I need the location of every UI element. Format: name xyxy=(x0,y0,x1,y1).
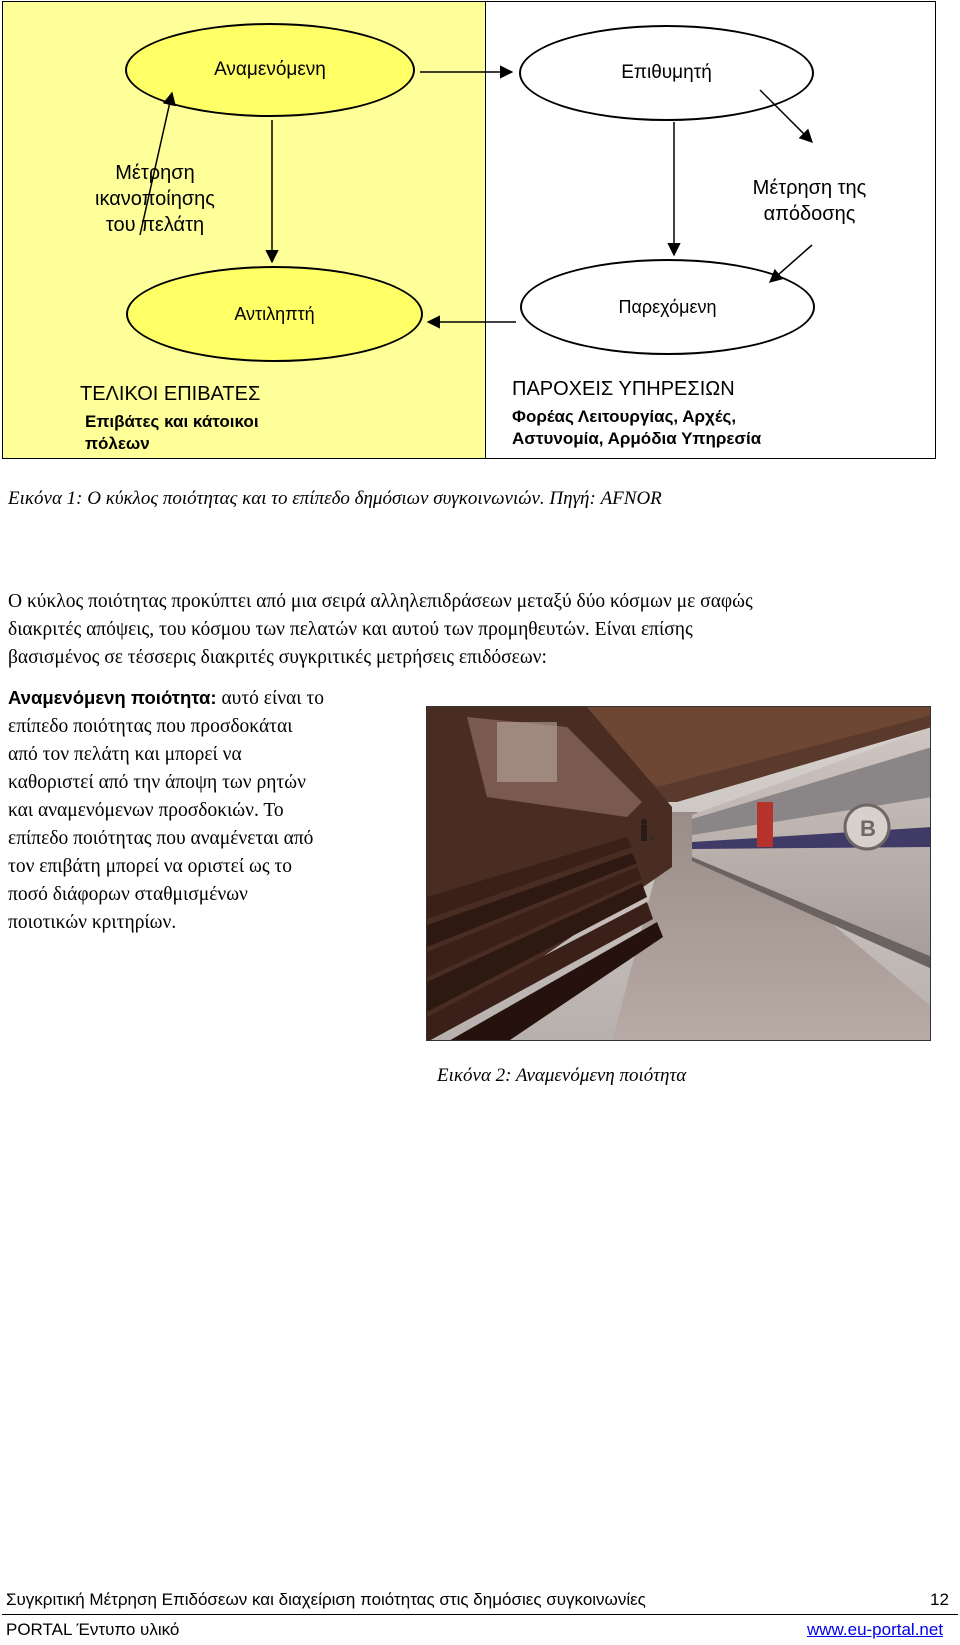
svg-text:B: B xyxy=(860,816,876,841)
final-passengers-subtitle: Επιβάτες και κάτοικοι πόλεων xyxy=(85,412,259,453)
service-providers-title: ΠΑΡΟΧΕΙΣ ΥΠΗΡΕΣΙΩΝ xyxy=(512,378,735,400)
expected-quality-paragraph: Αναμενόμενη ποιότητα: αυτό είναι το επίπεδο ποιότητας που προσδοκάται από τον πελάτη και μπορεί να καθοριστεί από την άποψη των ρητών και αναμενόμενων προσδοκιών. Το επίπεδο ποιότητας που αναμένεται από τον επιβάτη μπορεί να οριστεί ως το ποσό διάφορων σταθμισμένων ποιοτικών κριτηρίων. xyxy=(8,687,324,933)
train-platform-illustration xyxy=(427,707,931,1041)
figure1-caption: Εικόνα 1: Ο κύκλος ποιότητας και το επίπεδο δημόσιων συγκοινωνιών. Πηγή: AFNOR xyxy=(8,488,662,509)
train-platform-photo xyxy=(426,706,931,1041)
arrow-measure-to-expected xyxy=(140,93,172,235)
performance-measure: Μέτρηση της απόδοσης xyxy=(752,177,867,225)
footer-portal-label: PORTAL Έντυπο υλικό xyxy=(6,1620,180,1639)
desired-label: Επιθυμητή xyxy=(621,62,712,83)
arrow-desired-to-measure xyxy=(760,90,812,142)
figure2-caption: Εικόνα 2: Αναμενόμενη ποιότητα xyxy=(437,1065,687,1086)
diagram-arrows xyxy=(0,0,938,462)
page-number: 12 xyxy=(930,1590,949,1609)
footer-title: Συγκριτική Μέτρηση Επιδόσεων και διαχείριση ποιότητας στις δημόσιες συγκοινωνίες xyxy=(6,1590,646,1609)
footer-website-link[interactable]: www.eu-portal.net xyxy=(807,1620,944,1639)
service-providers-subtitle: Φορέας Λειτουργίας, Αρχές, Αστυνομία, Αρμόδια Υπηρεσία xyxy=(512,407,762,448)
perceived-label: Αντιληπτή xyxy=(234,303,315,324)
final-passengers-title: ΤΕΛΙΚΟΙ ΕΠΙΒΑΤΕΣ xyxy=(80,383,261,405)
arrow-measure-to-delivered xyxy=(770,245,812,282)
footer-divider xyxy=(2,1614,958,1615)
quality-cycle-diagram xyxy=(0,0,938,462)
expected-label: Αναμενόμενη xyxy=(214,59,326,80)
customer-satisfaction-measure: Μέτρηση ικανοποίησης του πελάτη xyxy=(95,162,215,236)
expected-quality-lead: Αναμενόμενη ποιότητα: xyxy=(8,687,217,708)
intro-paragraph: Ο κύκλος ποιότητας προκύπτει από μια σειρά αλληλεπιδράσεων μεταξύ δύο κόσμων με σαφώς διακριτές απόψεις, του κόσμου των πελατών και αυτού των προμηθευτών. Είναι επίσης βασισμένος σε τέσσερις διακριτές συγκριτικές μετρήσεις επιδόσεων: xyxy=(8,591,753,668)
delivered-label: Παρεχόμενη xyxy=(618,296,717,317)
